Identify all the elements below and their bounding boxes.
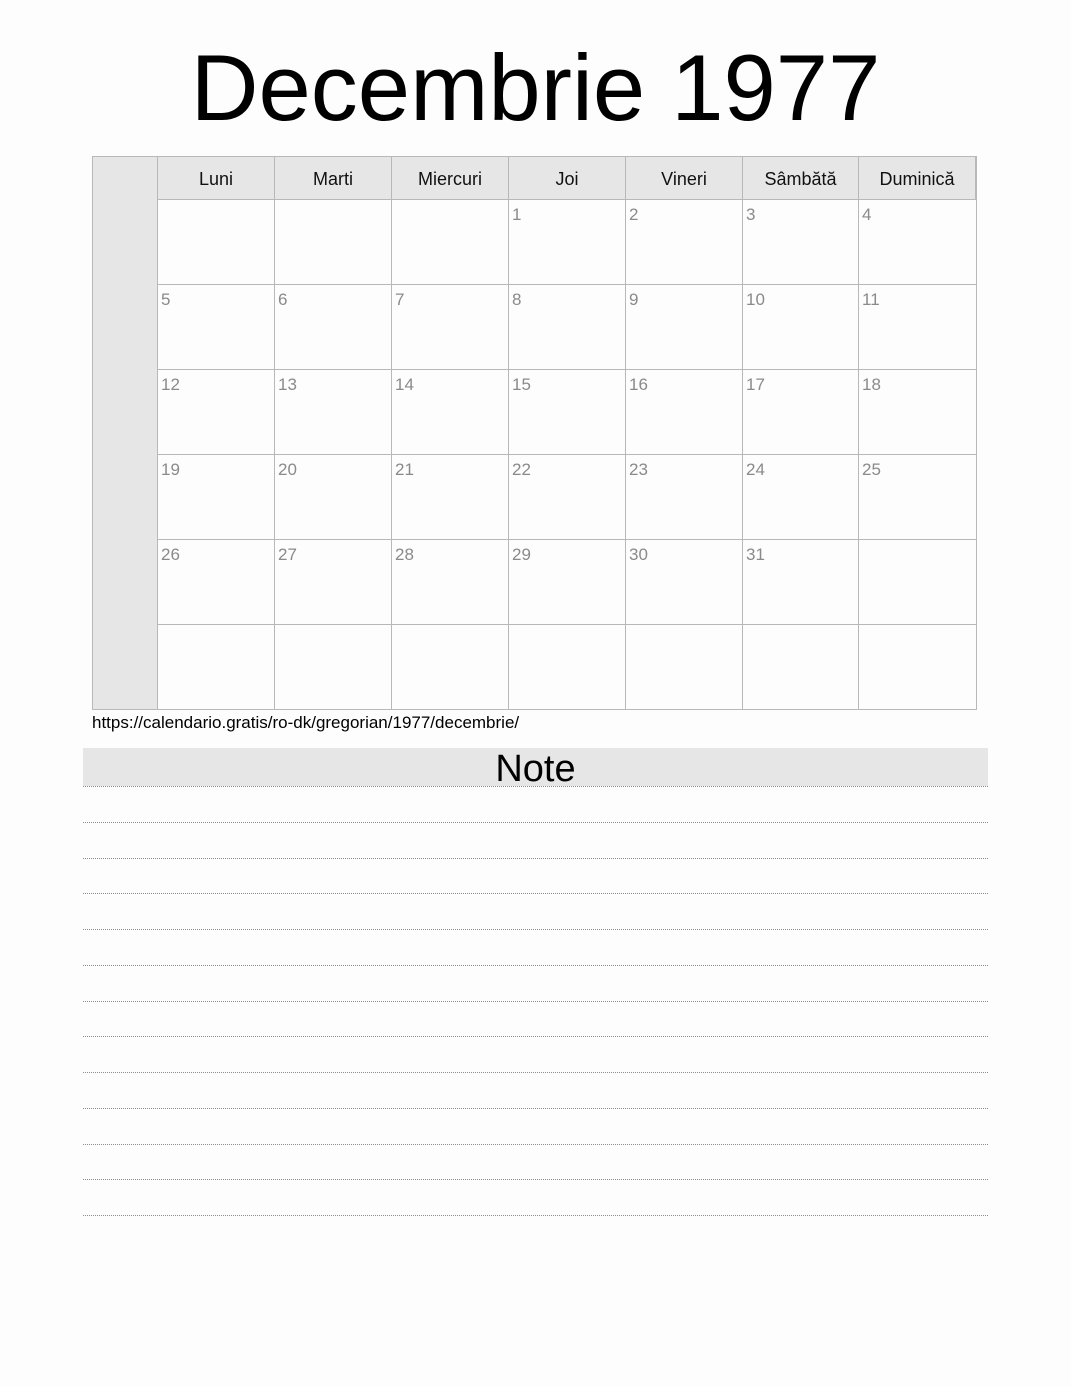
weekday-header: Miercuri: [392, 157, 509, 199]
day-cell[interactable]: [509, 200, 626, 285]
note-line[interactable]: [83, 1108, 988, 1109]
weekday-header: Sâmbătă: [743, 157, 859, 199]
day-cell[interactable]: [859, 200, 976, 285]
day-number: 24: [746, 460, 765, 479]
day-cell[interactable]: [158, 200, 275, 285]
note-line[interactable]: [83, 1179, 988, 1180]
note-line[interactable]: [83, 822, 988, 823]
day-number: 9: [629, 290, 639, 309]
day-number: 6: [278, 290, 288, 309]
day-number: 20: [278, 460, 297, 479]
note-line[interactable]: [83, 1072, 988, 1073]
day-cell[interactable]: [392, 455, 509, 540]
weekday-header: Marti: [275, 157, 392, 199]
weekday-header: Vineri: [626, 157, 743, 199]
day-cell[interactable]: [859, 455, 976, 540]
weekday-header: Luni: [158, 157, 275, 199]
note-line[interactable]: [83, 929, 988, 930]
day-cell[interactable]: [392, 540, 509, 625]
day-cell[interactable]: [158, 370, 275, 455]
day-number: 10: [746, 290, 765, 309]
day-number: 7: [395, 290, 405, 309]
day-number: 14: [395, 375, 414, 394]
week-number-column: [93, 157, 158, 709]
day-cell[interactable]: [859, 540, 976, 625]
day-number: 29: [512, 545, 531, 564]
note-line[interactable]: [83, 965, 988, 966]
day-number: 15: [512, 375, 531, 394]
day-cell[interactable]: [743, 285, 859, 370]
day-number: 13: [278, 375, 297, 394]
note-line[interactable]: [83, 858, 988, 859]
day-cell[interactable]: [275, 540, 392, 625]
day-number: 1: [512, 205, 522, 224]
day-cell[interactable]: [158, 540, 275, 625]
day-number: 18: [862, 375, 881, 394]
day-cell[interactable]: [743, 455, 859, 540]
day-cell[interactable]: [626, 285, 743, 370]
day-number: 12: [161, 375, 180, 394]
day-cell[interactable]: [743, 540, 859, 625]
calendar-title: Decembrie 1977: [190, 35, 881, 140]
day-number: 25: [862, 460, 881, 479]
note-line[interactable]: [83, 1036, 988, 1037]
day-cell[interactable]: [392, 200, 509, 285]
day-cell[interactable]: [509, 540, 626, 625]
day-cell[interactable]: [743, 625, 859, 710]
day-number: 30: [629, 545, 648, 564]
day-cell[interactable]: [859, 285, 976, 370]
day-cell[interactable]: [275, 285, 392, 370]
day-number: 19: [161, 460, 180, 479]
day-cell[interactable]: [509, 455, 626, 540]
day-cell[interactable]: [626, 625, 743, 710]
day-cell[interactable]: [509, 625, 626, 710]
day-cell[interactable]: [626, 200, 743, 285]
day-cell[interactable]: [392, 370, 509, 455]
note-line[interactable]: [83, 786, 988, 787]
day-number: 27: [278, 545, 297, 564]
source-url: https://calendario.gratis/ro-dk/gregorian/1977/decembrie/: [92, 713, 520, 732]
day-cell[interactable]: [859, 370, 976, 455]
weekday-header-row: [158, 157, 976, 200]
day-cell[interactable]: [275, 200, 392, 285]
day-number: 31: [746, 545, 765, 564]
day-number: 4: [862, 205, 872, 224]
day-number: 16: [629, 375, 648, 394]
day-number: 23: [629, 460, 648, 479]
calendar-grid: [158, 157, 976, 709]
day-cell[interactable]: [275, 625, 392, 710]
note-line[interactable]: [83, 1001, 988, 1002]
day-cell[interactable]: [275, 370, 392, 455]
day-number: 17: [746, 375, 765, 394]
day-number: 5: [161, 290, 171, 309]
note-line[interactable]: [83, 1144, 988, 1145]
day-cell[interactable]: [743, 370, 859, 455]
day-cell[interactable]: [743, 200, 859, 285]
day-cell[interactable]: [626, 455, 743, 540]
weekday-header: Duminică: [859, 157, 976, 199]
day-cell[interactable]: [158, 625, 275, 710]
day-number: 26: [161, 545, 180, 564]
day-cell[interactable]: [392, 625, 509, 710]
note-line[interactable]: [83, 893, 988, 894]
day-cell[interactable]: [509, 370, 626, 455]
day-cell[interactable]: [158, 455, 275, 540]
day-cell[interactable]: [158, 285, 275, 370]
day-cell[interactable]: [859, 625, 976, 710]
weekday-header: Joi: [509, 157, 626, 199]
month-calendar: [92, 156, 977, 710]
day-number: 28: [395, 545, 414, 564]
day-number: 21: [395, 460, 414, 479]
day-number: 8: [512, 290, 522, 309]
day-number: 3: [746, 205, 756, 224]
notes-title: Note: [83, 748, 988, 786]
day-number: 11: [862, 290, 880, 309]
day-cell[interactable]: [392, 285, 509, 370]
day-cell[interactable]: [509, 285, 626, 370]
day-cell[interactable]: [626, 370, 743, 455]
day-number: 2: [629, 205, 639, 224]
day-number: 22: [512, 460, 531, 479]
day-cell[interactable]: [275, 455, 392, 540]
note-line[interactable]: [83, 1215, 988, 1216]
day-cell[interactable]: [626, 540, 743, 625]
